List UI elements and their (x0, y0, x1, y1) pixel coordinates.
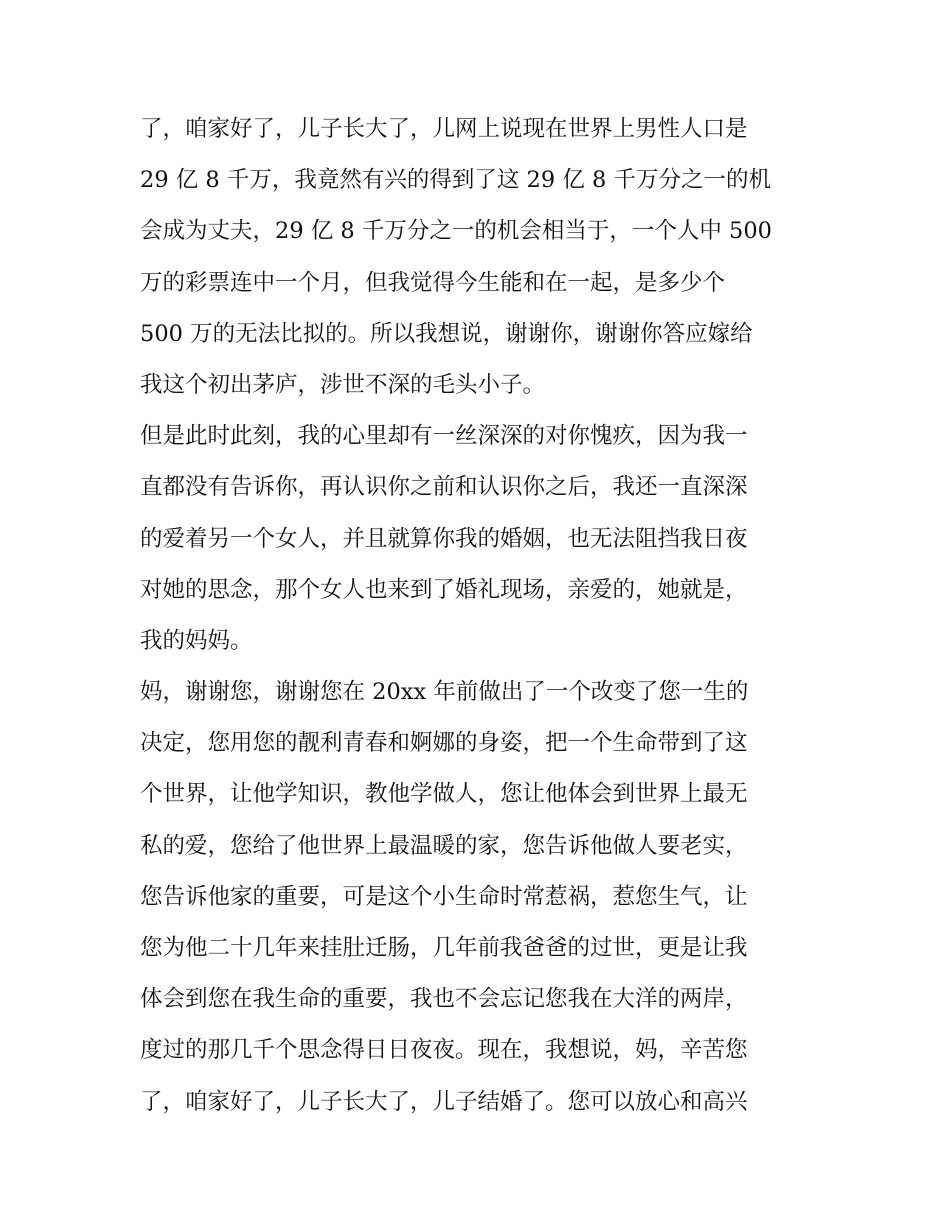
text-line: 您告诉他家的重要，可是这个小生命时常惹祸，惹您生气，让 (140, 883, 748, 910)
text-line: 您为他二十几年来挂肚迁肠，几年前我爸爸的过世，更是让我 (140, 935, 748, 961)
text-line: 29 亿 8 千万，我竟然有兴的得到了这 29 亿 8 千万分之一的机 (140, 167, 771, 194)
text-line: 了，咱家好了，儿子长大了，儿网上说现在世界上男性人口是 (140, 116, 748, 142)
text-line: 500 万的无法比拟的。所以我想说，谢谢你，谢谢你答应嫁给 (140, 320, 753, 347)
text-line: 决定，您用您的靓利青春和婀娜的身姿，把一个生命带到了这 (140, 730, 748, 757)
text-line: 会成为丈夫，29 亿 8 千万分之一的机会相当于，一个人中 500 (140, 218, 773, 245)
text-line: 我这个初出茅庐，涉世不深的毛头小子。 (140, 371, 546, 398)
text-line: 但是此时此刻，我的心里却有一丝深深的对你愧疚，因为我一 (140, 423, 748, 450)
text-line: 体会到您在我生命的重要，我也不会忘记您我在大洋的两岸， (140, 986, 748, 1013)
text-line: 直都没有告诉你，再认识你之前和认识你之后，我还一直深深 (140, 474, 748, 501)
text-line: 私的爱，您给了他世界上最温暖的家，您告诉他做人要老实， (140, 832, 748, 859)
text-line: 万的彩票连中一个月，但我觉得今生能和在一起，是多少个 (140, 269, 726, 296)
text-line: 我的妈妈。 (140, 627, 253, 654)
text-line: 的爱着另一个女人，并且就算你我的婚姻，也无法阻挡我日夜 (140, 525, 748, 552)
text-line: 了，咱家好了，儿子长大了，儿子结婚了。您可以放心和高兴 (140, 1088, 748, 1115)
text-line: 度过的那几千个思念得日日夜夜。现在，我想说，妈，辛苦您 (140, 1037, 748, 1064)
document-body (140, 104, 820, 1128)
text-line: 个世界，让他学知识，教他学做人，您让他体会到世界上最无 (140, 781, 748, 808)
text-line: 对她的思念，那个女人也来到了婚礼现场，亲爱的，她就是， (140, 576, 748, 603)
text-line: 妈，谢谢您，谢谢您在 20xx 年前做出了一个改变了您一生的 (140, 679, 749, 706)
